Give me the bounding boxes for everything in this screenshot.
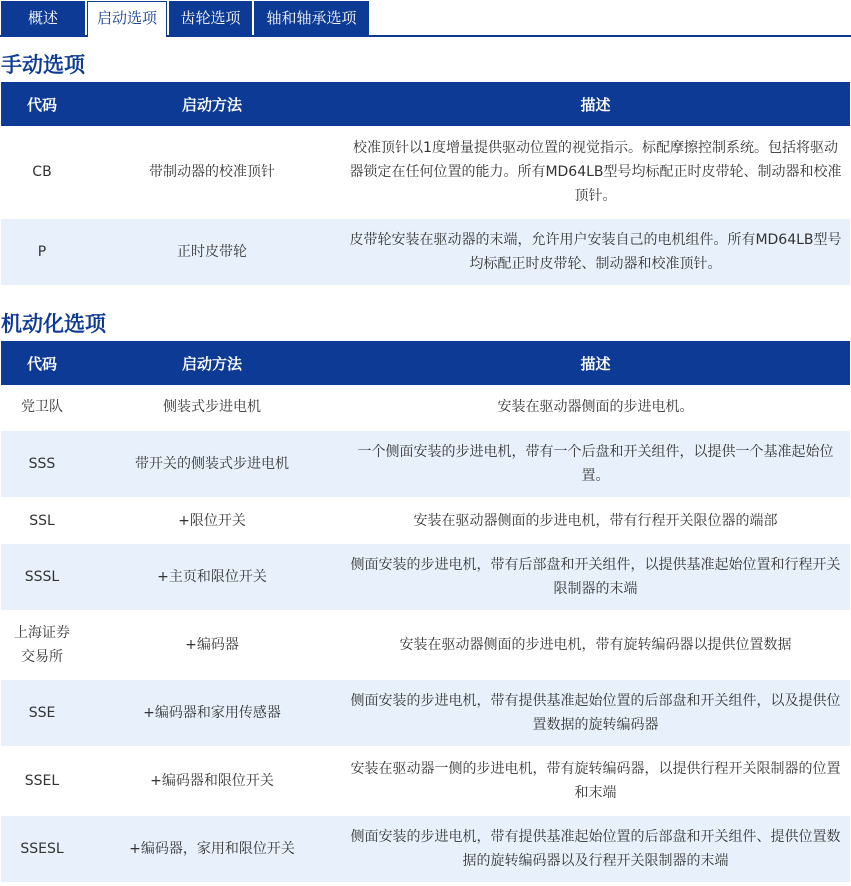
tab-gear-options[interactable]: 齿轮选项 [169, 1, 252, 35]
cell-description: 侧面安装的步进电机，带有提供基准起始位置的后部盘和开关组件，以及提供位置数据的旋转编码器 [341, 679, 850, 747]
table-row [1, 385, 850, 430]
header-code: 代码 [1, 82, 83, 126]
cell-description: 安装在驱动器侧面的步进电机，带有行程开关限位器的端部 [341, 498, 850, 543]
cell-code: 上海证券交易所 [1, 611, 83, 679]
motorized-options-table [1, 341, 850, 884]
cell-method: 带开关的侧装式步进电机 [83, 430, 341, 498]
cell-method: +编码器 [83, 611, 341, 679]
cell-method: +编码器，家用和限位开关 [83, 815, 341, 883]
manual-options-title: 手动选项 [1, 53, 85, 77]
cell-code: SSEL [1, 747, 83, 815]
table-row [1, 747, 850, 815]
cell-description: 皮带轮安装在驱动器的末端，允许用户安装自己的电机组件。所有MD64LB型号均标配正时皮带轮、制动器和校准顶针。 [341, 218, 850, 286]
table-row [1, 498, 850, 543]
header-description: 描述 [341, 82, 850, 126]
cell-code: CB [1, 126, 83, 218]
cell-code: SSSL [1, 543, 83, 611]
cell-code: SSE [1, 679, 83, 747]
cell-code: SSL [1, 498, 83, 543]
motorized-options-title: 机动化选项 [1, 312, 106, 336]
header-description: 描述 [341, 341, 850, 385]
cell-code: SSESL [1, 815, 83, 883]
tab-shaft-bearing-options[interactable]: 轴和轴承选项 [254, 1, 369, 35]
table-row [1, 430, 850, 498]
cell-method: 正时皮带轮 [83, 218, 341, 286]
table-header-row [1, 82, 850, 126]
cell-description: 一个侧面安装的步进电机，带有一个后盘和开关组件，以提供一个基准起始位置。 [341, 430, 850, 498]
table-row [1, 218, 850, 286]
table-row [1, 815, 850, 883]
tab-bar [0, 0, 851, 37]
tab-overview[interactable]: 概述 [1, 1, 85, 35]
cell-method: 侧装式步进电机 [83, 385, 341, 430]
cell-method: 带制动器的校准顶针 [83, 126, 341, 218]
cell-method: +编码器和家用传感器 [83, 679, 341, 747]
table-row [1, 679, 850, 747]
cell-code: 党卫队 [1, 385, 83, 430]
cell-description: 侧面安装的步进电机，带有提供基准起始位置的后部盘和开关组件、提供位置数据的旋转编码器以及行程开关限制器的末端 [341, 815, 850, 883]
cell-description: 安装在驱动器一侧的步进电机，带有旋转编码器，以提供行程开关限制器的位置和末端 [341, 747, 850, 815]
cell-code: P [1, 218, 83, 286]
cell-description: 侧面安装的步进电机，带有后部盘和开关组件，以提供基准起始位置和行程开关限制器的末端 [341, 543, 850, 611]
table-header-row [1, 341, 850, 385]
tab-startup-options[interactable]: 启动选项 [87, 1, 167, 37]
header-method: 启动方法 [83, 82, 341, 126]
cell-description: 安装在驱动器侧面的步进电机，带有旋转编码器以提供位置数据 [341, 611, 850, 679]
header-code: 代码 [1, 341, 83, 385]
cell-description: 安装在驱动器侧面的步进电机。 [341, 385, 850, 430]
header-method: 启动方法 [83, 341, 341, 385]
table-row [1, 126, 850, 218]
table-row [1, 543, 850, 611]
cell-description: 校准顶针以1度增量提供驱动位置的视觉指示。标配摩擦控制系统。包括将驱动器锁定在任何位置的能力。所有MD64LB型号均标配正时皮带轮、制动器和校准顶针。 [341, 126, 850, 218]
cell-code: SSS [1, 430, 83, 498]
cell-method: +编码器和限位开关 [83, 747, 341, 815]
manual-options-table [1, 82, 850, 287]
cell-method: +主页和限位开关 [83, 543, 341, 611]
cell-method: +限位开关 [83, 498, 341, 543]
table-row [1, 611, 850, 679]
